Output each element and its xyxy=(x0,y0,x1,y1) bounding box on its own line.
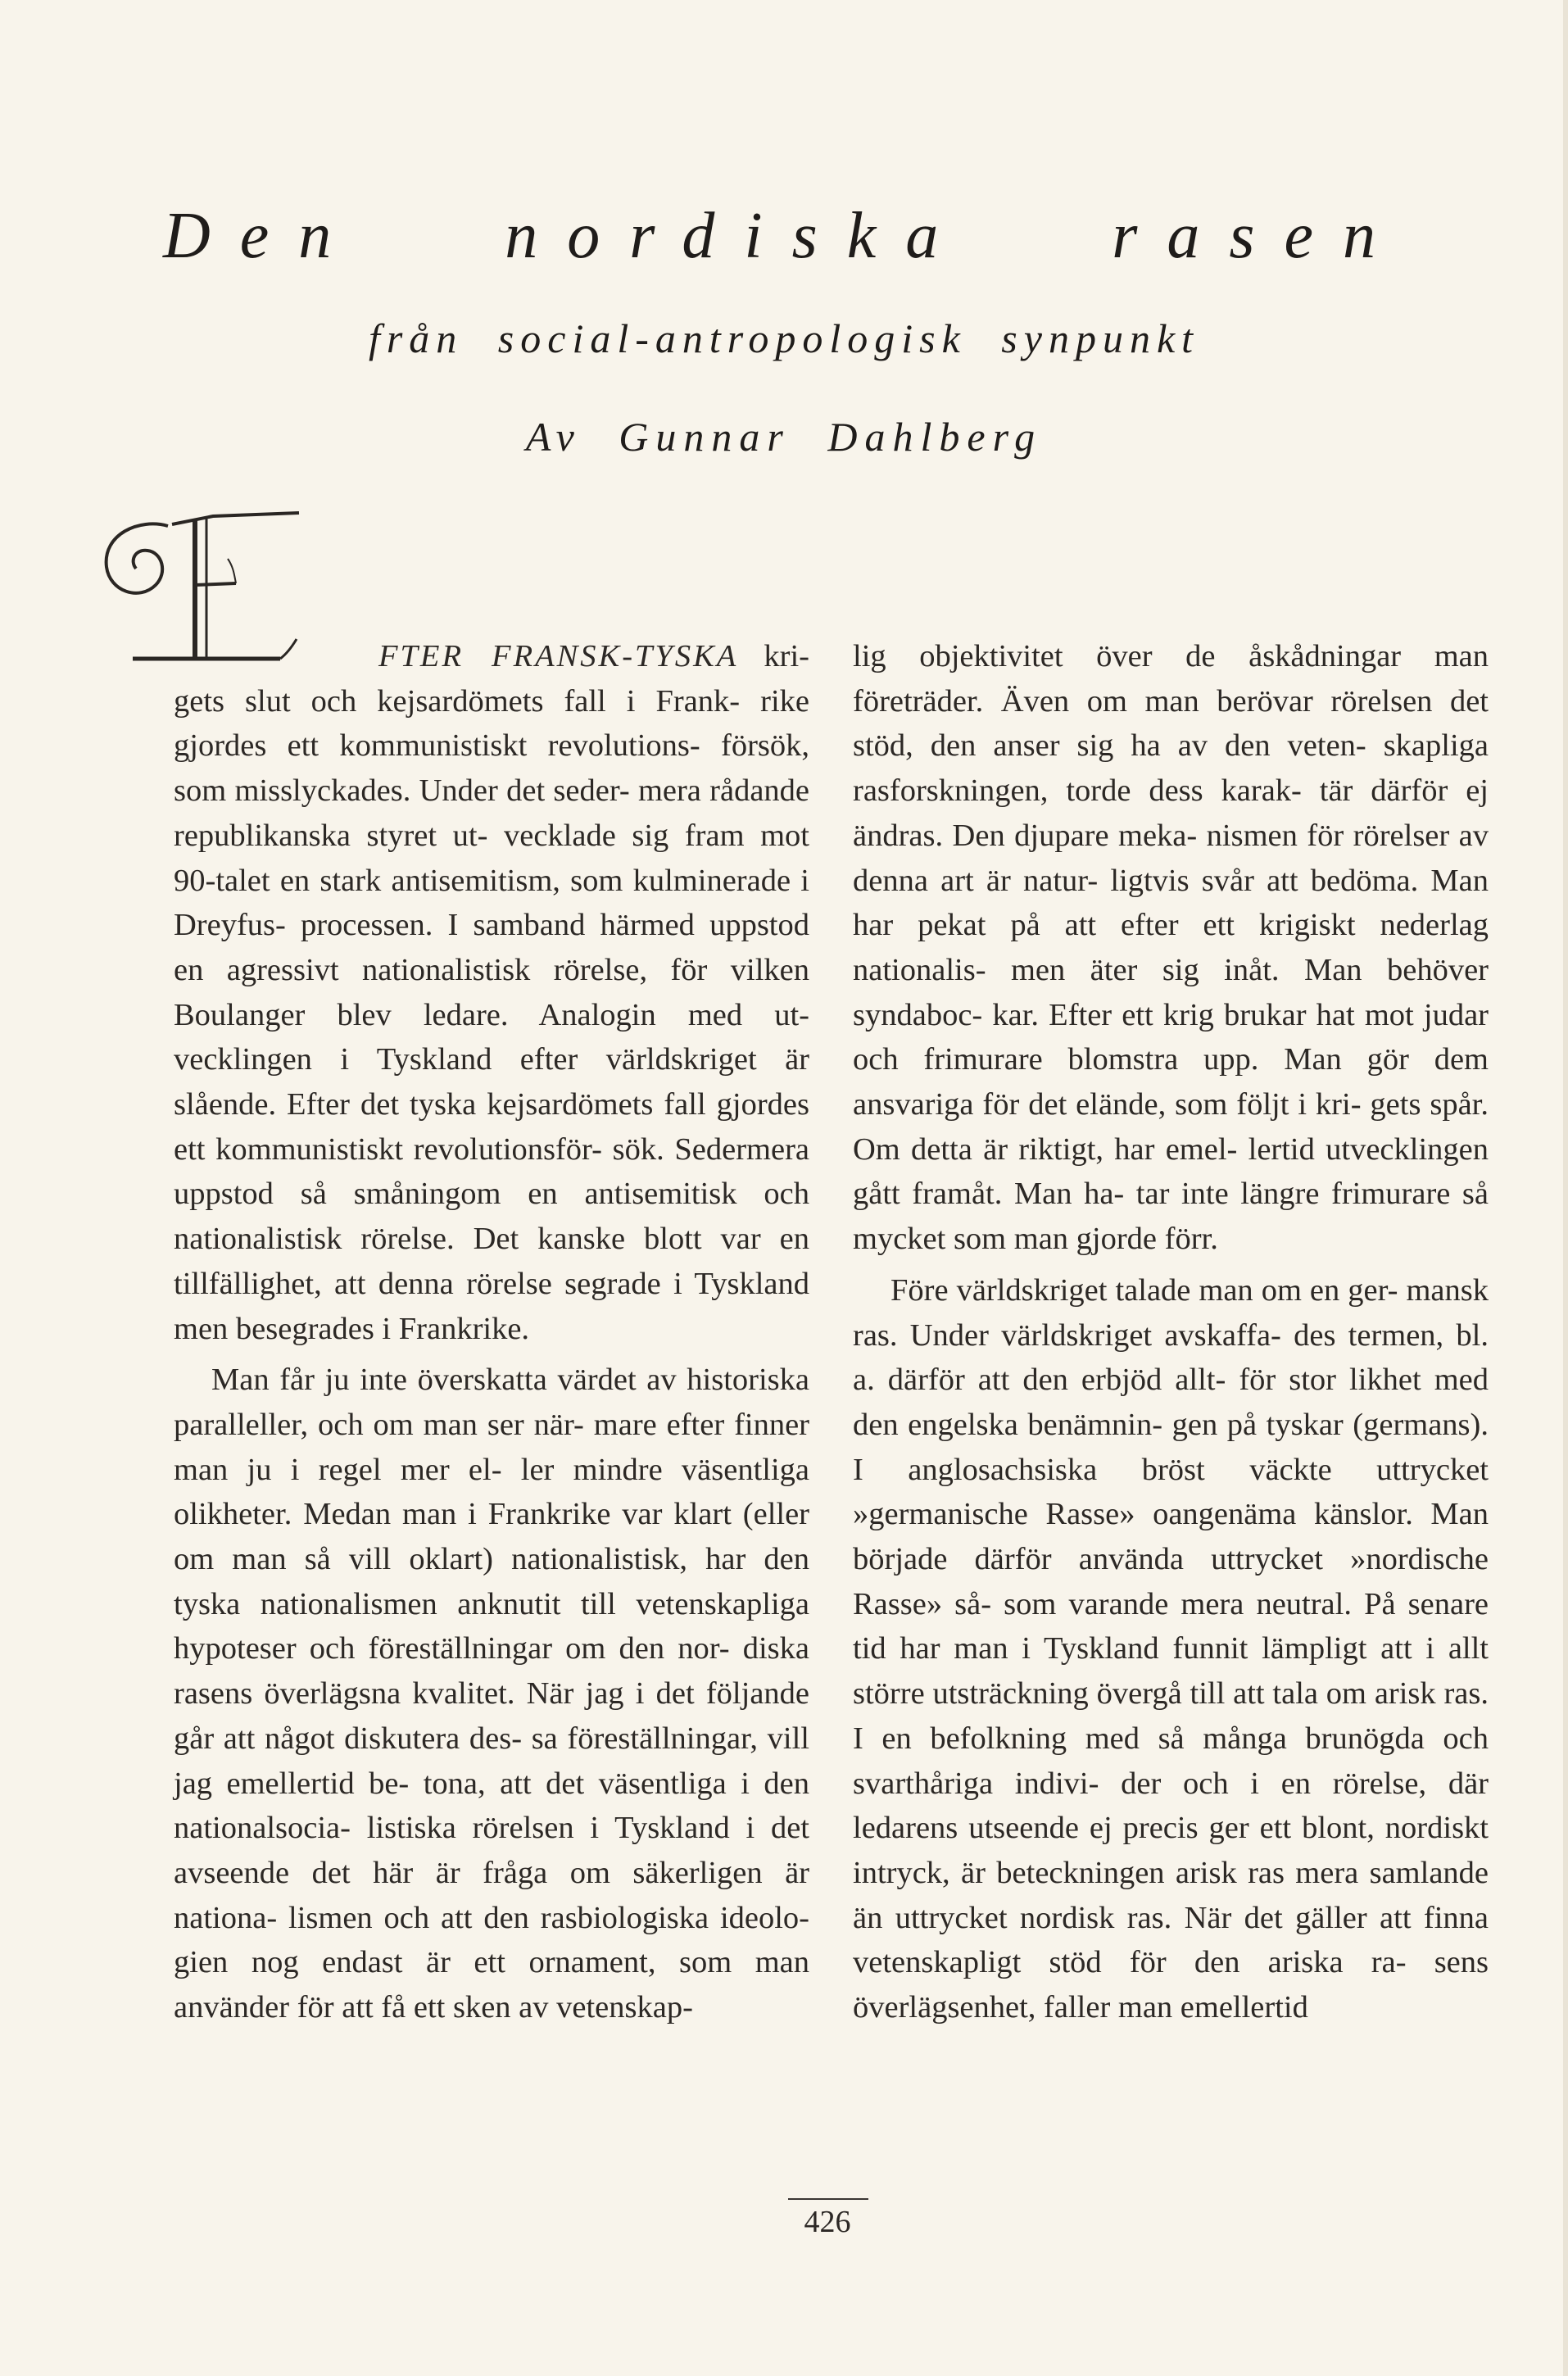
lead-in: FTER FRANSK-TYSKA xyxy=(378,639,739,673)
article-byline: Av Gunnar Dahlberg xyxy=(525,414,1043,460)
paragraph xyxy=(174,634,809,1351)
text-column-left xyxy=(174,634,809,2030)
text-column-right xyxy=(853,634,1489,2030)
paragraph: lig objektivitet över de åskådningar man företräder. Även om man berövar rörelsen det stöd, den anser sig ha av den veten- skapliga rasforskningen, torde dess karak- tär därför ej ändras. Den djupare meka- nismen för rörelser av denna art är natur- ligtvis svår att bedöma. Man har pekat på att efter ett krigiskt nederlag nationalis- men äter sig inåt. Man behöver syndaboc- kar. Efter ett krig brukar hat mot judar och frimurare blomstra upp. Man gör dem ansvariga för det elände, som följt i kri- gets spår. Om detta är riktigt, har emel- lertid utvecklingen gått framåt. Man ha- tar inte längre frimurare så mycket som man gjorde förr. xyxy=(853,639,1489,1257)
article-title: Den nordiska rasen xyxy=(162,200,1406,272)
page-number-rule xyxy=(788,2198,868,2200)
paragraph: Före världskriget talade man om en ger- mansk ras. Under världskriget avskaffa- des termen, bl. a. därför att den erbjöd allt- för stor likhet med den engelska benämnin- gen på tyskar (germans). I anglosachsiska bröst väckte uttrycket »germanische Rasse» oangenäma känslor. Man började därför använda uttrycket »nordische Rasse» så- som varande mera neutral. På senare tid har man i Tyskland funnit lämpligt att i allt större utsträckning övergå till att tala om arisk ras. I en befolkning med så många brunögda och svarthåriga indivi- der och i en rörelse, där ledarens utseende ej precis ger ett blont, nordiskt intryck, är beteckningen arisk ras mera samlande än uttrycket nordisk ras. När det gäller att finna vetenskapligt stöd för den ariska ra- sens överlägsenhet, faller man emellertid xyxy=(853,1272,1489,2025)
article-subtitle: från social-antropologisk synpunkt xyxy=(368,315,1200,361)
page-number: 426 xyxy=(804,2205,851,2239)
paragraph: Man får ju inte överskatta värdet av historiska paralleller, och om man ser när- mare efter finner man ju i regel mer el- ler mindre väsentliga olikheter. Medan man i Frankrike var klart (eller om man så vill oklart) nationalistisk, har den tyska nationalismen anknutit till vetenskapliga hypoteser och föreställningar om den nor- diska rasens överlägsna kvalitet. När jag i det följande går att något diskutera des- sa föreställningar, vill jag emellertid be- tona, att det väsentliga i den nationalsocia- listiska rörelsen i Tyskland i det avseende det här är fråga om säkerligen är nationa- lismen och att den rasbiologiska ideolo- gien nog endast är ett ornament, som man använder för att få ett sken av vetenskap- xyxy=(174,1363,809,2025)
paragraph-text: kri- gets slut och kejsardömets fall i Frank- rike gjordes ett kommunistiskt revolutions- försök, som misslyckades. Under det seder- mera rådande republikanska styret ut- vecklade sig fram mot 90-talet en stark antisemitism, som kulminerade i Dreyfus- processen. I samband härmed uppstod en agressivt nationalistisk rörelse, för vilken Boulanger blev ledare. Analogin med ut- vecklingen i Tyskland efter världskriget är slående. Efter det tyska kejsardömets fall gjordes ett kommunistiskt revolutionsför- sök. Sedermera uppstod så småningom en antisemitisk och nationalistisk rörelse. Det kanske blott var en tillfällighet, att denna rörelse segrade i Tyskland men besegrades i Frankrike. xyxy=(174,639,809,1346)
